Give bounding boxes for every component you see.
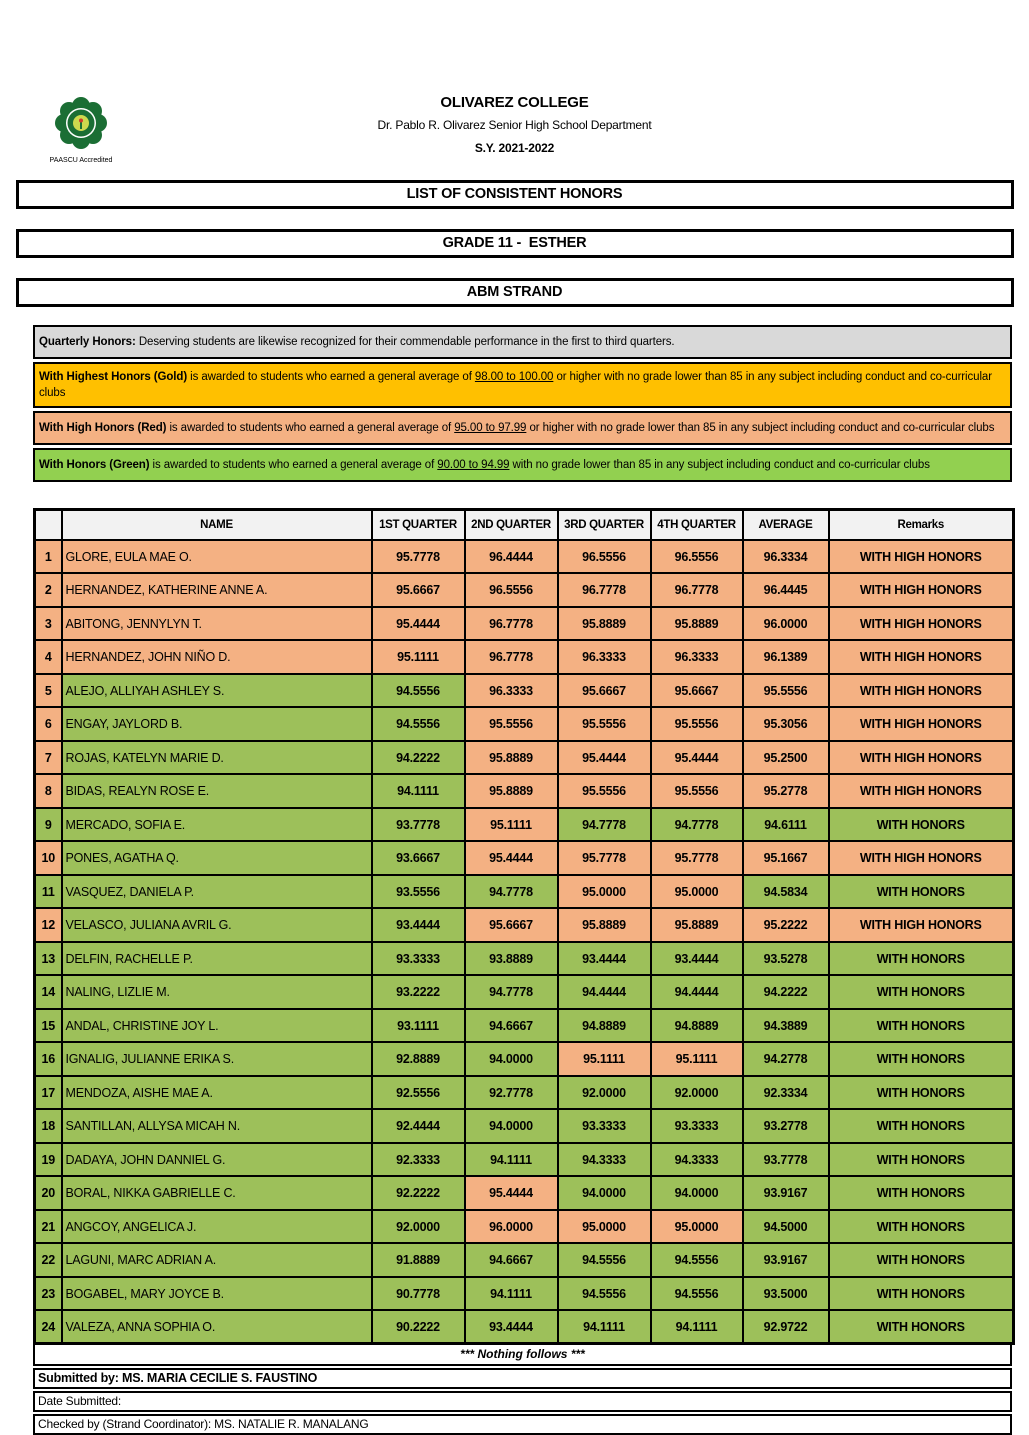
checked-by-row: Checked by (Strand Coordinator): MS. NATALIE R. MANALANG — [33, 1414, 1012, 1435]
average-cell: 93.9167 — [743, 1176, 829, 1210]
q3-grade-cell: 95.1111 — [558, 1042, 651, 1076]
average-cell: 94.5000 — [743, 1210, 829, 1244]
q4-grade-cell: 95.7778 — [651, 841, 743, 875]
q3-grade-cell: 94.5556 — [558, 1277, 651, 1311]
q4-grade-cell: 94.8889 — [651, 1009, 743, 1043]
q1-grade-cell: 94.2222 — [372, 741, 465, 775]
q4-grade-cell: 95.5556 — [651, 707, 743, 741]
q2-grade-cell: 95.1111 — [465, 808, 558, 842]
q1-grade-cell: 91.8889 — [372, 1243, 465, 1277]
q3-grade-cell: 95.0000 — [558, 1210, 651, 1244]
q2-grade-cell: 94.1111 — [465, 1277, 558, 1311]
q4-grade-cell: 95.4444 — [651, 741, 743, 775]
legend-highest-honors — [33, 362, 1012, 408]
q3-grade-cell: 95.7778 — [558, 841, 651, 875]
column-header-q1: 1ST QUARTER — [372, 510, 465, 540]
average-cell: 96.3334 — [743, 540, 829, 574]
q4-grade-cell: 94.1111 — [651, 1310, 743, 1344]
grade-section-banner: GRADE 11 - ESTHER — [16, 229, 1014, 258]
remarks-cell: WITH HONORS — [829, 808, 1014, 842]
student-name-cell: ENGAY, JAYLORD B. — [62, 707, 372, 741]
q4-grade-cell: 96.7778 — [651, 573, 743, 607]
table-row — [35, 774, 1014, 808]
q4-grade-cell: 96.3333 — [651, 640, 743, 674]
student-name-cell: VELASCO, JULIANA AVRIL G. — [62, 908, 372, 942]
q3-grade-cell: 95.4444 — [558, 741, 651, 775]
q3-grade-cell: 94.7778 — [558, 808, 651, 842]
legend-label: Quarterly Honors: — [39, 336, 136, 348]
average-cell: 95.5556 — [743, 674, 829, 708]
submitted-by-row: Submitted by: MS. MARIA CECILIE S. FAUSTINO — [33, 1368, 1012, 1389]
q4-grade-cell: 95.1111 — [651, 1042, 743, 1076]
document-title-banner: LIST OF CONSISTENT HONORS — [16, 180, 1014, 209]
table-row — [35, 1143, 1014, 1177]
legend-text: or higher with no grade lower than 85 in any subject including conduct and co-curricular clubs — [526, 422, 995, 435]
q4-grade-cell: 93.3333 — [651, 1109, 743, 1143]
student-name-cell: HERNANDEZ, KATHERINE ANNE A. — [62, 573, 372, 607]
average-cell: 92.9722 — [743, 1310, 829, 1344]
column-header-q3: 3RD QUARTER — [558, 510, 651, 540]
average-cell: 95.3056 — [743, 707, 829, 741]
row-number-cell: 16 — [35, 1042, 62, 1076]
q1-grade-cell: 95.1111 — [372, 640, 465, 674]
remarks-cell: WITH HIGH HONORS — [829, 707, 1014, 741]
q1-grade-cell: 92.0000 — [372, 1210, 465, 1244]
q2-grade-cell: 94.0000 — [465, 1042, 558, 1076]
remarks-cell: WITH HONORS — [829, 1277, 1014, 1311]
q4-grade-cell: 95.0000 — [651, 1210, 743, 1244]
row-number-cell: 10 — [35, 841, 62, 875]
nothing-follows-row: *** Nothing follows *** — [33, 1345, 1012, 1366]
q3-grade-cell: 94.8889 — [558, 1009, 651, 1043]
row-number-cell: 12 — [35, 908, 62, 942]
row-number-cell: 23 — [35, 1277, 62, 1311]
remarks-cell: WITH HONORS — [829, 1009, 1014, 1043]
q3-grade-cell: 95.8889 — [558, 908, 651, 942]
average-cell: 94.2778 — [743, 1042, 829, 1076]
table-row — [35, 741, 1014, 775]
row-number-cell: 24 — [35, 1310, 62, 1344]
remarks-cell: WITH HONORS — [829, 875, 1014, 909]
column-header-q4: 4TH QUARTER — [651, 510, 743, 540]
table-row — [35, 573, 1014, 607]
student-name-cell: NALING, LIZLIE M. — [62, 975, 372, 1009]
corner-cell — [35, 510, 62, 540]
logo-caption: PAASCU Accredited — [49, 157, 113, 164]
q1-grade-cell: 93.7778 — [372, 808, 465, 842]
q3-grade-cell: 96.3333 — [558, 640, 651, 674]
remarks-cell: WITH HONORS — [829, 1310, 1014, 1344]
student-name-cell: PONES, AGATHA Q. — [62, 841, 372, 875]
average-cell: 94.5834 — [743, 875, 829, 909]
remarks-cell: WITH HONORS — [829, 1210, 1014, 1244]
average-cell: 93.2778 — [743, 1109, 829, 1143]
average-cell: 93.7778 — [743, 1143, 829, 1177]
table-row — [35, 674, 1014, 708]
table-row — [35, 908, 1014, 942]
student-name-cell: LAGUNI, MARC ADRIAN A. — [62, 1243, 372, 1277]
q3-grade-cell: 96.5556 — [558, 540, 651, 574]
q4-grade-cell: 92.0000 — [651, 1076, 743, 1110]
q2-grade-cell: 95.6667 — [465, 908, 558, 942]
column-header-remarks: Remarks — [829, 510, 1014, 540]
row-number-cell: 17 — [35, 1076, 62, 1110]
q3-grade-cell: 95.0000 — [558, 875, 651, 909]
student-name-cell: DELFIN, RACHELLE P. — [62, 942, 372, 976]
q2-grade-cell: 96.7778 — [465, 640, 558, 674]
student-name-cell: ANDAL, CHRISTINE JOY L. — [62, 1009, 372, 1043]
column-header-average: AVERAGE — [743, 510, 829, 540]
q2-grade-cell: 96.7778 — [465, 607, 558, 641]
q3-grade-cell: 95.5556 — [558, 774, 651, 808]
legend-quarterly-honors — [33, 325, 1012, 359]
table-row — [35, 975, 1014, 1009]
student-name-cell: ANGCOY, ANGELICA J. — [62, 1210, 372, 1244]
remarks-cell: WITH HONORS — [829, 942, 1014, 976]
average-cell: 93.9167 — [743, 1243, 829, 1277]
row-number-cell: 20 — [35, 1176, 62, 1210]
average-cell: 93.5278 — [743, 942, 829, 976]
table-row — [35, 1310, 1014, 1344]
school-department: Dr. Pablo R. Olivarez Senior High School Department — [377, 118, 652, 132]
q3-grade-cell: 94.5556 — [558, 1243, 651, 1277]
table-row — [35, 1277, 1014, 1311]
student-name-cell: GLORE, EULA MAE O. — [62, 540, 372, 574]
average-cell: 92.3334 — [743, 1076, 829, 1110]
q4-grade-cell: 95.6667 — [651, 674, 743, 708]
q1-grade-cell: 92.5556 — [372, 1076, 465, 1110]
q1-grade-cell: 93.3333 — [372, 942, 465, 976]
legend-text: is awarded to students who earned a general average of — [187, 371, 475, 384]
student-name-cell: DADAYA, JOHN DANNIEL G. — [62, 1143, 372, 1177]
school-year: S.Y. 2021-2022 — [474, 141, 555, 155]
student-name-cell: ABITONG, JENNYLYN T. — [62, 607, 372, 641]
table-row — [35, 1210, 1014, 1244]
q3-grade-cell: 93.3333 — [558, 1109, 651, 1143]
row-number-cell: 21 — [35, 1210, 62, 1244]
legend-label: With Honors (Green) — [39, 459, 150, 472]
q1-grade-cell: 93.6667 — [372, 841, 465, 875]
school-logo — [42, 96, 120, 164]
q1-grade-cell: 93.1111 — [372, 1009, 465, 1043]
average-cell: 95.1667 — [743, 841, 829, 875]
student-name-cell: HERNANDEZ, JOHN NIÑO D. — [62, 640, 372, 674]
remarks-cell: WITH HONORS — [829, 1143, 1014, 1177]
q4-grade-cell: 94.3333 — [651, 1143, 743, 1177]
student-name-cell: MERCADO, SOFIA E. — [62, 808, 372, 842]
row-number-cell: 9 — [35, 808, 62, 842]
legend-range: 90.00 to 94.99 — [437, 459, 510, 472]
legend-label: With Highest Honors (Gold) — [39, 371, 188, 384]
remarks-cell: WITH HIGH HONORS — [829, 540, 1014, 574]
row-number-cell: 6 — [35, 707, 62, 741]
row-number-cell: 5 — [35, 674, 62, 708]
table-header-row — [35, 510, 1014, 540]
table-row — [35, 640, 1014, 674]
q1-grade-cell: 90.7778 — [372, 1277, 465, 1311]
q2-grade-cell: 94.7778 — [465, 975, 558, 1009]
student-name-cell: IGNALIG, JULIANNE ERIKA S. — [62, 1042, 372, 1076]
legend-range: 98.00 to 100.00 — [474, 371, 554, 384]
legend-with-honors — [33, 448, 1012, 482]
remarks-cell: WITH HONORS — [829, 1109, 1014, 1143]
q3-grade-cell: 92.0000 — [558, 1076, 651, 1110]
q2-grade-cell: 94.6667 — [465, 1243, 558, 1277]
student-name-cell: SANTILLAN, ALLYSA MICAH N. — [62, 1109, 372, 1143]
average-cell: 95.2500 — [743, 741, 829, 775]
q2-grade-cell: 96.4444 — [465, 540, 558, 574]
table-row — [35, 707, 1014, 741]
table-row — [35, 1042, 1014, 1076]
q1-grade-cell: 94.1111 — [372, 774, 465, 808]
row-number-cell: 1 — [35, 540, 62, 574]
q1-grade-cell: 94.5556 — [372, 674, 465, 708]
average-cell: 93.5000 — [743, 1277, 829, 1311]
legend-text: with no grade lower than 85 in any subject including conduct and co-curricular clubs — [509, 459, 930, 472]
remarks-cell: WITH HIGH HONORS — [829, 908, 1014, 942]
q4-grade-cell: 95.5556 — [651, 774, 743, 808]
average-cell: 94.2222 — [743, 975, 829, 1009]
q4-grade-cell: 95.8889 — [651, 607, 743, 641]
q1-grade-cell: 92.2222 — [372, 1176, 465, 1210]
q3-grade-cell: 94.4444 — [558, 975, 651, 1009]
remarks-cell: WITH HONORS — [829, 1076, 1014, 1110]
q1-grade-cell: 92.3333 — [372, 1143, 465, 1177]
strand-banner: ABM STRAND — [16, 278, 1014, 307]
q4-grade-cell: 94.5556 — [651, 1277, 743, 1311]
legend-text: is awarded to students who earned a general average of — [149, 459, 438, 472]
q1-grade-cell: 95.6667 — [372, 573, 465, 607]
q2-grade-cell: 95.4444 — [465, 1176, 558, 1210]
q4-grade-cell: 94.4444 — [651, 975, 743, 1009]
remarks-cell: WITH HIGH HONORS — [829, 774, 1014, 808]
school-header — [0, 94, 1029, 164]
row-number-cell: 3 — [35, 607, 62, 641]
q2-grade-cell: 94.7778 — [465, 875, 558, 909]
olivarez-college-logo-icon — [54, 96, 108, 150]
legend-text: Deserving students are likewise recognized for their commendable performance in the first to third quarters. — [135, 336, 675, 348]
remarks-cell: WITH HONORS — [829, 1243, 1014, 1277]
remarks-cell: WITH HIGH HONORS — [829, 640, 1014, 674]
school-name: OLIVAREZ COLLEGE — [440, 94, 589, 111]
average-cell: 95.2222 — [743, 908, 829, 942]
row-number-cell: 14 — [35, 975, 62, 1009]
average-cell: 94.6111 — [743, 808, 829, 842]
student-name-cell: MENDOZA, AISHE MAE A. — [62, 1076, 372, 1110]
student-name-cell: ROJAS, KATELYN MARIE D. — [62, 741, 372, 775]
q1-grade-cell: 90.2222 — [372, 1310, 465, 1344]
student-name-cell: VASQUEZ, DANIELA P. — [62, 875, 372, 909]
q1-grade-cell: 92.4444 — [372, 1109, 465, 1143]
student-name-cell: ALEJO, ALLIYAH ASHLEY S. — [62, 674, 372, 708]
legend-range: 95.00 to 97.99 — [454, 422, 527, 435]
honors-table — [33, 508, 1015, 1345]
q1-grade-cell: 95.7778 — [372, 540, 465, 574]
student-name-cell: VALEZA, ANNA SOPHIA O. — [62, 1310, 372, 1344]
q3-grade-cell: 94.1111 — [558, 1310, 651, 1344]
row-number-cell: 8 — [35, 774, 62, 808]
q4-grade-cell: 96.5556 — [651, 540, 743, 574]
q4-grade-cell: 94.7778 — [651, 808, 743, 842]
q4-grade-cell: 95.8889 — [651, 908, 743, 942]
row-number-cell: 7 — [35, 741, 62, 775]
table-row — [35, 1176, 1014, 1210]
remarks-cell: WITH HIGH HONORS — [829, 674, 1014, 708]
row-number-cell: 13 — [35, 942, 62, 976]
q1-grade-cell: 92.8889 — [372, 1042, 465, 1076]
q2-grade-cell: 94.1111 — [465, 1143, 558, 1177]
student-name-cell: BORAL, NIKKA GABRIELLE C. — [62, 1176, 372, 1210]
row-number-cell: 4 — [35, 640, 62, 674]
remarks-cell: WITH HONORS — [829, 1176, 1014, 1210]
row-number-cell: 2 — [35, 573, 62, 607]
row-number-cell: 11 — [35, 875, 62, 909]
date-submitted-row: Date Submitted: — [33, 1391, 1012, 1412]
row-number-cell: 15 — [35, 1009, 62, 1043]
q3-grade-cell: 93.4444 — [558, 942, 651, 976]
table-row — [35, 1009, 1014, 1043]
student-name-cell: BIDAS, REALYN ROSE E. — [62, 774, 372, 808]
q1-grade-cell: 93.5556 — [372, 875, 465, 909]
row-number-cell: 22 — [35, 1243, 62, 1277]
table-row — [35, 1243, 1014, 1277]
q1-grade-cell: 95.4444 — [372, 607, 465, 641]
remarks-cell: WITH HIGH HONORS — [829, 741, 1014, 775]
q4-grade-cell: 94.5556 — [651, 1243, 743, 1277]
q2-grade-cell: 95.8889 — [465, 774, 558, 808]
table-row — [35, 1076, 1014, 1110]
q1-grade-cell: 93.4444 — [372, 908, 465, 942]
q1-grade-cell: 94.5556 — [372, 707, 465, 741]
q4-grade-cell: 94.0000 — [651, 1176, 743, 1210]
q2-grade-cell: 96.0000 — [465, 1210, 558, 1244]
q2-grade-cell: 95.5556 — [465, 707, 558, 741]
remarks-cell: WITH HONORS — [829, 975, 1014, 1009]
q3-grade-cell: 95.6667 — [558, 674, 651, 708]
remarks-cell: WITH HONORS — [829, 1042, 1014, 1076]
q2-grade-cell: 96.5556 — [465, 573, 558, 607]
column-header-name: NAME — [62, 510, 372, 540]
q2-grade-cell: 95.4444 — [465, 841, 558, 875]
average-cell: 96.1389 — [743, 640, 829, 674]
average-cell: 96.4445 — [743, 573, 829, 607]
legend-text: is awarded to students who earned a general average of — [166, 422, 455, 435]
row-number-cell: 18 — [35, 1109, 62, 1143]
legend-text: or higher with no grade lower than 85 in any subject including conduct and co-curricular clubs — [39, 371, 992, 400]
q4-grade-cell: 93.4444 — [651, 942, 743, 976]
q3-grade-cell: 95.5556 — [558, 707, 651, 741]
table-row — [35, 607, 1014, 641]
table-row — [35, 942, 1014, 976]
honors-legend — [33, 325, 1012, 482]
q4-grade-cell: 95.0000 — [651, 875, 743, 909]
q1-grade-cell: 93.2222 — [372, 975, 465, 1009]
q2-grade-cell: 92.7778 — [465, 1076, 558, 1110]
legend-label: With High Honors (Red) — [39, 422, 167, 435]
student-name-cell: BOGABEL, MARY JOYCE B. — [62, 1277, 372, 1311]
legend-high-honors — [33, 411, 1012, 445]
q2-grade-cell: 93.4444 — [465, 1310, 558, 1344]
q3-grade-cell: 95.8889 — [558, 607, 651, 641]
q3-grade-cell: 94.3333 — [558, 1143, 651, 1177]
q2-grade-cell: 96.3333 — [465, 674, 558, 708]
q3-grade-cell: 94.0000 — [558, 1176, 651, 1210]
average-cell: 94.3889 — [743, 1009, 829, 1043]
remarks-cell: WITH HIGH HONORS — [829, 607, 1014, 641]
table-row — [35, 841, 1014, 875]
average-cell: 96.0000 — [743, 607, 829, 641]
q2-grade-cell: 94.0000 — [465, 1109, 558, 1143]
table-row — [35, 540, 1014, 574]
remarks-cell: WITH HIGH HONORS — [829, 841, 1014, 875]
q3-grade-cell: 96.7778 — [558, 573, 651, 607]
average-cell: 95.2778 — [743, 774, 829, 808]
column-header-q2: 2ND QUARTER — [465, 510, 558, 540]
remarks-cell: WITH HIGH HONORS — [829, 573, 1014, 607]
table-row — [35, 1109, 1014, 1143]
q2-grade-cell: 94.6667 — [465, 1009, 558, 1043]
q2-grade-cell: 95.8889 — [465, 741, 558, 775]
q2-grade-cell: 93.8889 — [465, 942, 558, 976]
table-row — [35, 875, 1014, 909]
honors-table-body — [35, 540, 1014, 1344]
table-row — [35, 808, 1014, 842]
row-number-cell: 19 — [35, 1143, 62, 1177]
